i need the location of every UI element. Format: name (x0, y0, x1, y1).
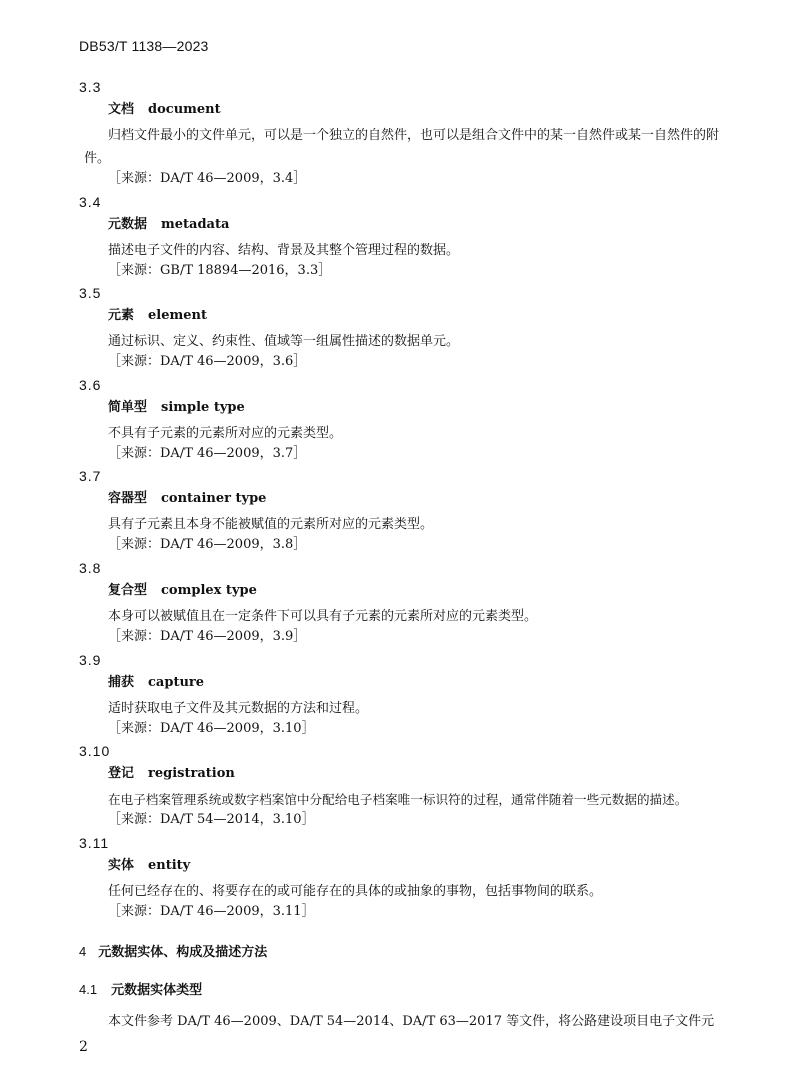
subsection-number: 4.1 (79, 982, 98, 997)
document-code-header: DB53/T 1138—2023 (79, 38, 209, 54)
term-entry-3-11 (0, 834, 790, 926)
term-title-zh: 元素 (108, 308, 135, 324)
term-definition: 通过标识、定义、约束性、值域等一组属性描述的数据单元。 (108, 334, 460, 350)
subsection-title: 元数据实体类型 (111, 983, 203, 998)
term-title (108, 490, 266, 508)
term-title-en: container type (161, 491, 267, 507)
term-source: ［来源：DA/T 46—2009，3.4］ (108, 171, 307, 186)
term-title-zh: 复合型 (108, 582, 148, 598)
term-source: ［来源：DA/T 46—2009，3.11］ (108, 903, 315, 919)
term-definition: 描述电子文件的内容、结构、背景及其整个管理过程的数据。 (108, 242, 460, 258)
section-4-heading (79, 943, 267, 962)
term-entry-3-4 (0, 193, 790, 285)
term-title (108, 765, 235, 783)
body-paragraph: 本文件参考 DA/T 46—2009、DA/T 54—2014、DA/T 63—2017 等文件，将公路建设项目电子文件元 (108, 1014, 715, 1029)
term-source: ［来源：DA/T 46—2009，3.6］ (108, 354, 307, 370)
term-number: 3.3 (79, 79, 102, 95)
term-title-zh: 容器型 (108, 491, 148, 507)
term-number: 3.8 (79, 559, 102, 576)
term-source: ［来源：DA/T 46—2009，3.7］ (108, 445, 307, 461)
term-title-en: document (148, 102, 221, 117)
term-entry-3-6 (0, 376, 790, 468)
term-entry-3-3 (0, 78, 790, 193)
term-title-zh: 登记 (108, 766, 135, 782)
term-title (108, 307, 207, 325)
term-title-en: entity (148, 857, 191, 873)
term-title (108, 857, 190, 875)
term-definition: 适时获取电子文件及其元数据的方法和过程。 (108, 700, 369, 716)
term-definition: 在电子档案管理系统或数字档案馆中分配给电子档案唯一标识符的过程，通常伴随着一些元数据的描述。 (108, 792, 688, 808)
term-definition: 归档文件最小的文件单元，可以是一个独立的自然件，也可以是组合文件中的某一自然件或某一自然件的附件。 (84, 128, 720, 166)
term-number: 3.10 (79, 743, 111, 760)
term-entry-3-7 (0, 467, 790, 559)
term-number: 3.9 (79, 651, 102, 668)
term-source: ［来源：DA/T 46—2009，3.10］ (108, 720, 315, 736)
term-entry-3-10 (0, 742, 790, 834)
term-definition: 具有子元素且本身不能被赋值的元素所对应的元素类型。 (108, 517, 434, 533)
term-title-en: simple type (161, 399, 245, 415)
term-number: 3.6 (79, 376, 102, 393)
term-number: 3.11 (79, 834, 110, 851)
term-title-zh: 元数据 (108, 216, 148, 232)
term-number: 3.4 (79, 193, 102, 210)
term-source: ［来源：DA/T 46—2009，3.9］ (108, 628, 307, 644)
term-entry-3-9 (0, 651, 790, 743)
term-entry-3-8 (0, 559, 790, 651)
terms-list (0, 78, 790, 925)
term-title-en: element (148, 308, 207, 324)
section-number: 4 (79, 944, 87, 959)
term-title (108, 674, 204, 692)
term-title-en: complex type (161, 582, 257, 598)
term-definition: 任何已经存在的、将要存在的或可能存在的具体的或抽象的事物，包括事物间的联系。 (108, 883, 603, 899)
section-4-1-heading (79, 981, 202, 1000)
term-number: 3.5 (79, 285, 102, 302)
term-title (108, 582, 257, 600)
term-definition: 本身可以被赋值且在一定条件下可以具有子元素的元素所对应的元素类型。 (108, 608, 538, 624)
term-title-zh: 文档 (108, 102, 135, 117)
term-source: ［来源：GB/T 18894—2016，3.3］ (108, 262, 332, 278)
term-title (108, 399, 245, 417)
term-title (108, 101, 221, 119)
term-title-en: metadata (161, 216, 230, 232)
term-title-zh: 捕获 (108, 674, 135, 690)
term-source: ［来源：DA/T 54—2014，3.10］ (108, 812, 315, 828)
term-title-zh: 实体 (108, 857, 135, 873)
term-number: 3.7 (79, 468, 102, 485)
term-source: ［来源：DA/T 46—2009，3.8］ (108, 537, 307, 553)
term-title-zh: 简单型 (108, 399, 148, 415)
term-entry-3-5 (0, 284, 790, 376)
term-title-en: capture (148, 674, 205, 690)
term-title (108, 216, 229, 234)
term-definition: 不具有子元素的元素所对应的元素类型。 (108, 425, 343, 441)
term-title-en: registration (148, 766, 235, 782)
page-number: 2 (79, 1039, 88, 1055)
section-title: 元数据实体、构成及描述方法 (98, 945, 268, 960)
